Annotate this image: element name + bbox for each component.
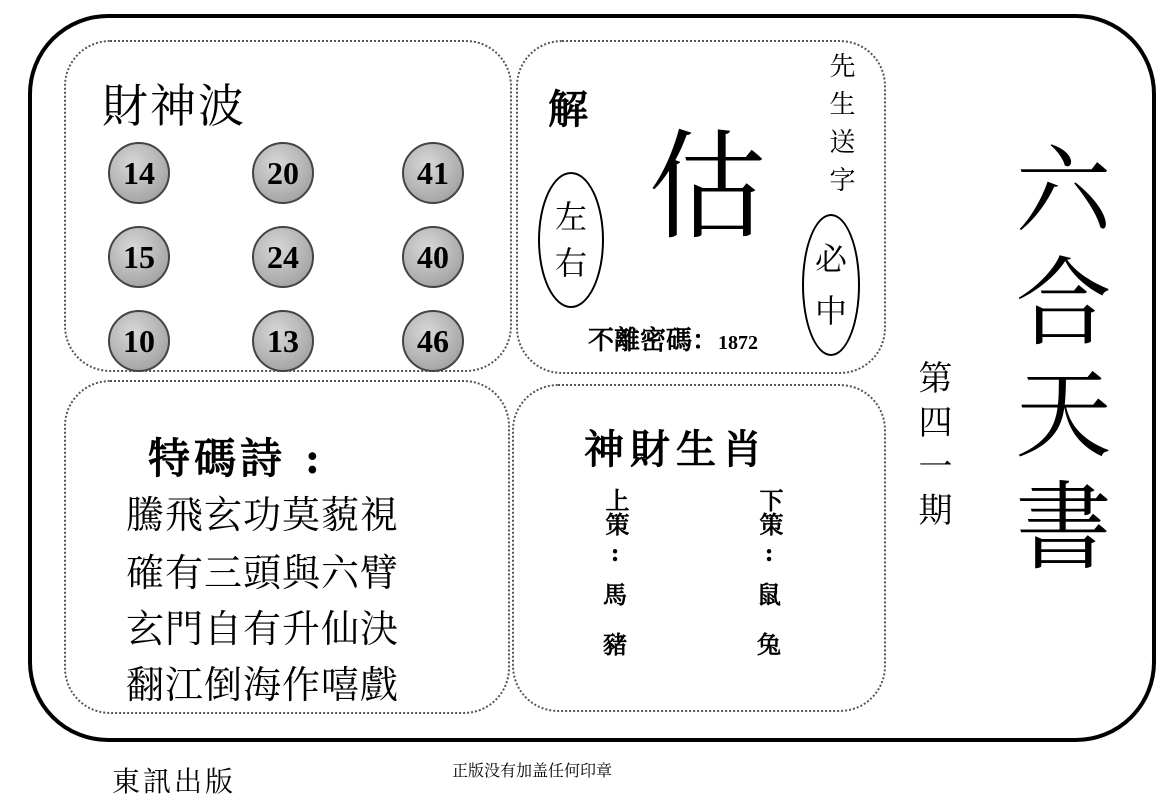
number-ball: 46: [402, 310, 464, 372]
left-right-oval: [538, 172, 604, 308]
lower-strategy: [752, 488, 786, 662]
bizhong-oval: [802, 214, 860, 356]
poem-line: 翻江倒海作嘻戲: [126, 663, 400, 707]
poem-title: 特碼詩 :: [148, 434, 325, 483]
poem-line: 確有三頭與六臂: [126, 551, 400, 595]
right-char: 右: [554, 244, 587, 282]
upper-item: 豬: [603, 630, 627, 659]
number-ball: 41: [402, 142, 464, 204]
main-title: 六合天書: [1000, 140, 1112, 588]
left-char: 左: [554, 198, 587, 236]
number-ball: 40: [402, 226, 464, 288]
publisher: 東訊出版: [112, 765, 237, 798]
number-ball: 20: [252, 142, 314, 204]
upper-label: 上策: [601, 488, 630, 536]
lower-item: 鼠: [757, 580, 781, 609]
code-line: [588, 320, 758, 357]
upper-strategy: [598, 488, 632, 662]
zhong-char: 中: [814, 292, 847, 330]
number-ball: 24: [252, 226, 314, 288]
code-value: 1872: [718, 332, 759, 354]
bi-char: 必: [814, 240, 847, 278]
lower-colon: :: [764, 538, 774, 567]
code-label: 不離密碼：: [588, 326, 719, 356]
jie-label: 解: [548, 86, 588, 133]
upper-item: 馬: [603, 580, 627, 609]
caishen-title: 財神波: [102, 79, 246, 133]
lower-label: 下策: [755, 488, 784, 536]
poem-line: 玄門自有升仙決: [126, 607, 400, 651]
lower-item: 兔: [757, 630, 781, 659]
number-ball: 10: [108, 310, 170, 372]
authenticity-notice: 正版没有加盖任何印章: [452, 761, 613, 780]
number-ball: 15: [108, 226, 170, 288]
issue-number: 第四一期: [912, 360, 952, 536]
zodiac-title: 神財生肖: [584, 426, 768, 473]
number-ball: 14: [108, 142, 170, 204]
sender-text: 先生送字: [825, 52, 855, 204]
riddle-character: 估: [648, 123, 767, 254]
number-ball: 13: [252, 310, 314, 372]
upper-colon: :: [610, 538, 620, 567]
poem-line: 騰飛玄功莫藐視: [126, 493, 400, 537]
